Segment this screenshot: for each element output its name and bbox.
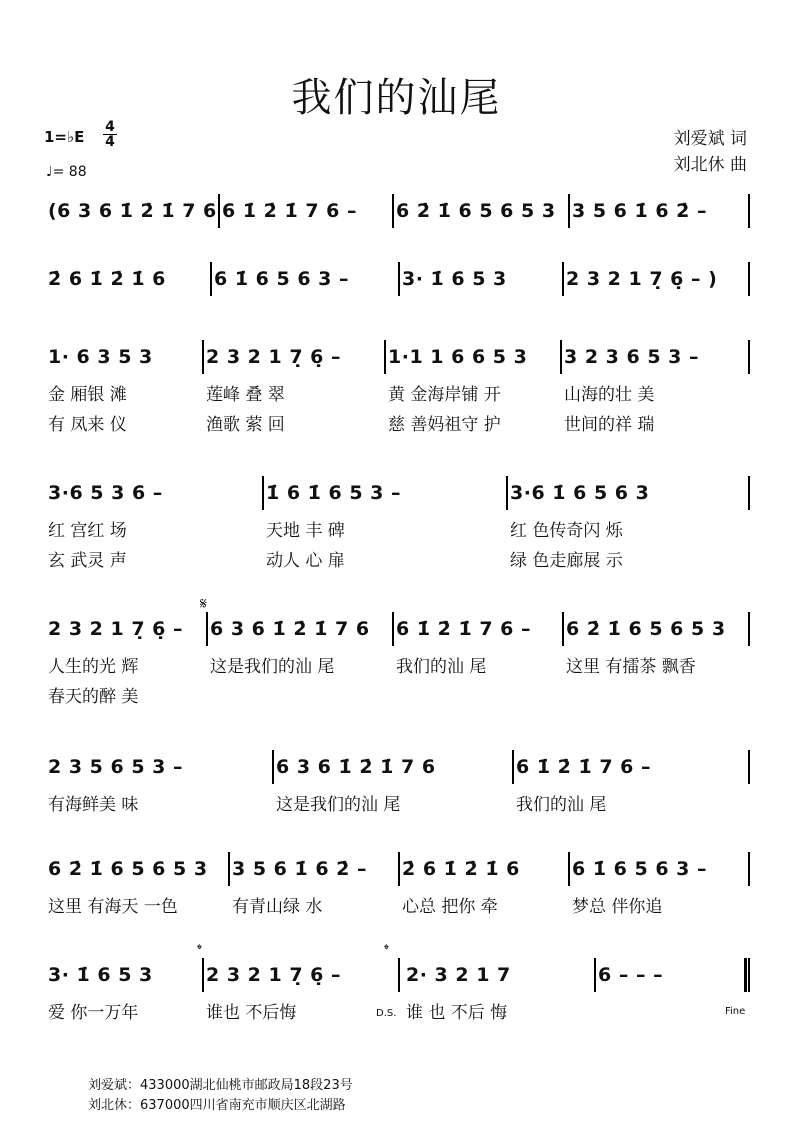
bar-line	[392, 612, 394, 646]
lyric-line: 春天的醉 美	[48, 687, 139, 707]
bar-line	[272, 750, 274, 784]
notation-measure: 2· 3 2 1 7	[406, 964, 511, 986]
bar-line	[568, 194, 570, 228]
bar-line	[748, 476, 750, 510]
notation-measure: 6 1̇ 6 5 6 3 –	[572, 858, 708, 880]
notation-measure: 1· 6 3 5 3	[48, 346, 153, 368]
lyric-line: 黄 金海岸铺 开	[388, 385, 501, 405]
bar-line	[384, 340, 386, 374]
bar-line	[748, 340, 750, 374]
notation-measure: 6 2̇ 1̇ 6 5 6 5 3	[48, 858, 208, 880]
lyric-line: 有青山绿 水	[232, 897, 323, 917]
notation-measure: 2 3 2 1 7̣ 6̣ –	[206, 346, 342, 368]
lyric-line: 人生的光 辉	[48, 657, 139, 677]
notation-measure: 3 5 6 1̇ 6 2̇ –	[572, 200, 708, 222]
bar-line	[562, 262, 564, 296]
final-bar-line	[744, 958, 747, 992]
lyric-line: 谁 也 不后 悔	[406, 1003, 508, 1023]
notation-measure: 2̇ 6 1̇ 2̇ 1̇ 6	[48, 268, 166, 290]
notation-measure: 3 5 6 1̇ 6 2̇ –	[232, 858, 368, 880]
bar-line	[594, 958, 596, 992]
segno-mark: 𝄋	[200, 594, 207, 613]
notation-measure: 3·6 5 3 6 –	[48, 482, 163, 504]
notation-measure: (6 3 6 1̇ 2̇ 1̇ 7 6	[48, 200, 217, 222]
time-signature: 4 4	[103, 120, 117, 149]
lyric-line: 动人 心 扉	[266, 551, 345, 571]
notation-measure: 1̇ 6 1̇ 6 5 3 –	[266, 482, 402, 504]
lyric-line: 这是我们的汕 尾	[276, 795, 401, 815]
lyric-line: 金 厢银 滩	[48, 385, 127, 405]
lyric-line: 梦总 伴你追	[572, 897, 663, 917]
lyric-line: 天地 丰 碑	[266, 521, 345, 541]
notation-measure: 2 3 2 1 7̣ 6̣ –	[48, 618, 184, 640]
lyric-line: 有海鲜美 味	[48, 795, 139, 815]
lyric-line: 红 宫红 场	[48, 521, 127, 541]
lyric-line: 红 色传奇闪 烁	[510, 521, 623, 541]
song-title: 我们的汕尾	[291, 75, 502, 121]
bar-line	[748, 262, 750, 296]
lyric-line: 世间的祥 瑞	[564, 415, 655, 435]
bar-line	[398, 958, 400, 992]
bar-line	[202, 340, 204, 374]
notation-measure: 2 3 5 6 5 3 –	[48, 756, 184, 778]
notation-measure: 3· 1̇ 6 5 3	[402, 268, 507, 290]
lyric-line: 玄 武灵 声	[48, 551, 127, 571]
bar-line	[748, 750, 750, 784]
bar-line	[506, 476, 508, 510]
lyric-line: 绿 色走廊展 示	[510, 551, 623, 571]
lyric-line: 谁也 不后悔	[206, 1003, 297, 1023]
bar-line	[562, 612, 564, 646]
bar-line	[210, 262, 212, 296]
notation-measure: 6 1̇ 2̇ 1̇ 7 6 –	[516, 756, 652, 778]
notation-measure: 1·1 1 6 6 5 3	[388, 346, 528, 368]
lyricist-credit: 刘爱斌 词	[673, 129, 747, 149]
lyric-line: 这是我们的汕 尾	[210, 657, 335, 677]
lyric-line: 我们的汕 尾	[516, 795, 607, 815]
bar-line	[398, 262, 400, 296]
bar-line	[398, 852, 400, 886]
notation-measure: 6 3 6 1̇ 2̇ 1̇ 7 6	[276, 756, 436, 778]
lyric-line: 慈 善妈祖守 护	[388, 415, 501, 435]
notation-measure: 6 1̇ 2̇ 1̇ 7 6 –	[396, 618, 532, 640]
bar-line	[748, 194, 750, 228]
bar-line	[568, 852, 570, 886]
lyric-line: 这里 有海天 一色	[48, 897, 178, 917]
notation-measure: 3· 1̇ 6 5 3	[48, 964, 153, 986]
bar-line	[262, 476, 264, 510]
notation-measure: 6 1̇ 2̇ 1̇ 7 6 –	[222, 200, 358, 222]
coda-mark-1: 𝄌	[197, 942, 202, 958]
tempo-mark: ♩= 88	[46, 164, 87, 180]
bar-line	[228, 852, 230, 886]
lyric-line: 渔歌 萦 回	[206, 415, 285, 435]
lyric-line: 这里 有擂茶 飘香	[566, 657, 696, 677]
bar-line	[202, 958, 204, 992]
bar-line	[206, 612, 208, 646]
key-signature	[44, 128, 84, 146]
composer-credit: 刘北休 曲	[673, 155, 747, 175]
notation-measure: 6 – – –	[598, 964, 664, 986]
notation-measure: 3·6 1̇ 6 5 6 3	[510, 482, 650, 504]
lyric-line: 山海的壮 美	[564, 385, 655, 405]
notation-measure: 6 3 6 1̇ 2̇ 1̇ 7 6	[210, 618, 370, 640]
bar-line	[392, 194, 394, 228]
notation-measure: 6 1̇ 6 5 6 3 –	[214, 268, 350, 290]
bar-line	[560, 340, 562, 374]
notation-measure: 2 3 2 1 7̣ 6̣ –	[206, 964, 342, 986]
lyric-line: 爱 你一万年	[48, 1003, 139, 1023]
bar-line	[512, 750, 514, 784]
notation-measure: 2 3 2 1 7̣ 6̣ – )	[566, 268, 718, 290]
bar-line	[218, 194, 220, 228]
bar-line	[748, 958, 750, 992]
fine-mark: Fine	[725, 1006, 746, 1017]
notation-measure: 2̇ 6 1̇ 2̇ 1̇ 6	[402, 858, 520, 880]
lyricist-address: 刘爱斌：433000湖北仙桃市邮政局18段23号	[88, 1078, 353, 1093]
lyric-line: 莲峰 叠 翠	[206, 385, 285, 405]
key-label: 1=♭E	[44, 128, 85, 146]
notation-measure: 6 2̇ 1̇ 6 5 6 5 3	[396, 200, 556, 222]
notation-measure: 6 2̇ 1̇ 6 5 6 5 3	[566, 618, 726, 640]
coda-mark-2: 𝄌	[384, 942, 389, 958]
lyric-line: 我们的汕 尾	[396, 657, 487, 677]
composer-address: 刘北休：637000四川省南充市顺庆区北湖路	[88, 1098, 346, 1113]
notation-measure: 3 2 3 6 5 3 –	[564, 346, 700, 368]
lyric-line: 心总 把你 牵	[402, 897, 498, 917]
bar-line	[748, 852, 750, 886]
ds-mark: D.S.	[376, 1008, 397, 1019]
lyric-line: 有 凤来 仪	[48, 415, 127, 435]
bar-line	[748, 612, 750, 646]
